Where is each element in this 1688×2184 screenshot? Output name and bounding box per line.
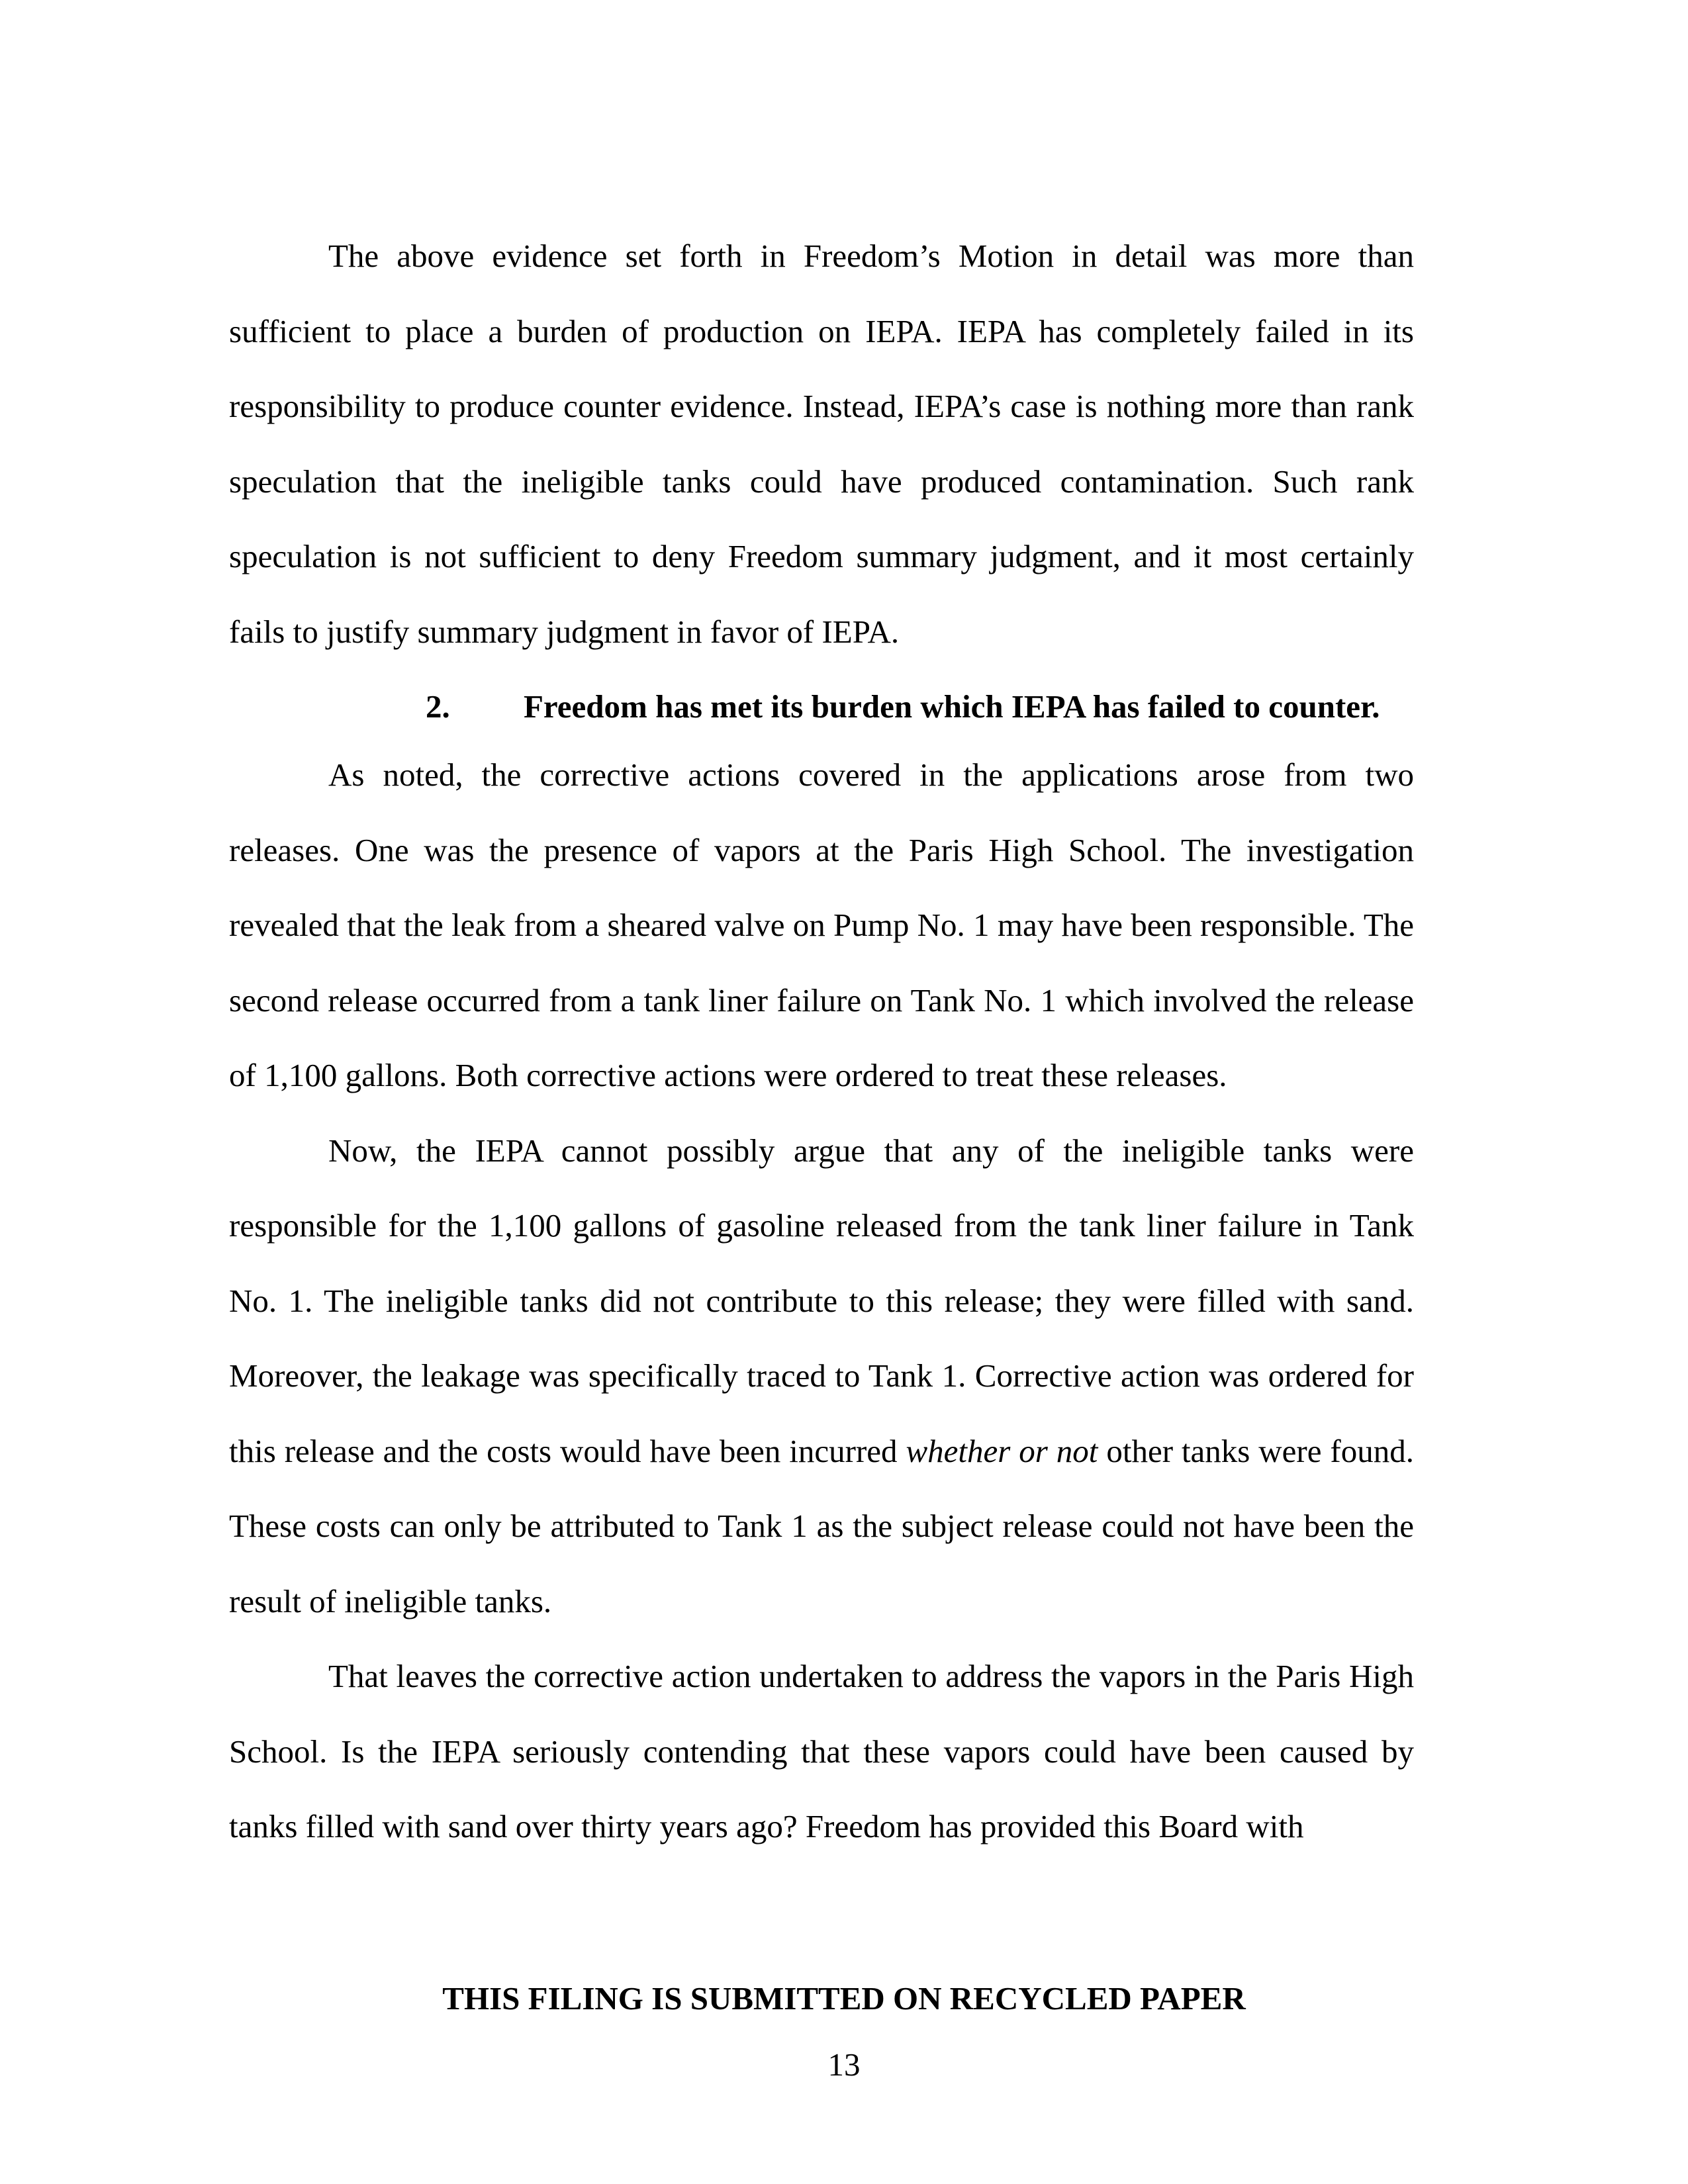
recycled-paper-notice: THIS FILING IS SUBMITTED ON RECYCLED PAPER — [442, 1980, 1246, 2017]
section-heading-text: Freedom has met its burden which IEPA has failed to counter. — [524, 688, 1380, 725]
paragraph-tank-italic: whether or not — [906, 1432, 1098, 1469]
body-text — [229, 218, 1414, 1864]
paragraph-evidence-burden: The above evidence set forth in Freedom’s Motion in detail was more than sufficient to place a burden of production on IEPA. IEPA has completely failed in its responsibility to produce counter evidence. Instead, IEPA’s case is nothing more than rank speculation that the ineligible tanks could have produced contamination. Such rank speculation is not sufficient to deny Freedom summary judgment, and it most certainly fails to justify summary judgment in favor of IEPA. — [229, 238, 1414, 650]
paragraph-tank-text-1: Now, the IEPA cannot possibly argue that any of the ineligible tanks were responsible for the 1,100 gallons of gasoline released from the tank liner failure in Tank No. 1. The ineligible tanks did not contribute to this release; they were filled with sand. Moreover, the leakage was specifically traced to Tank 1. Corrective action was ordered for this release and the costs would have been incurred — [229, 1132, 1414, 1469]
paragraph-tank-text-2: other tanks were found. These costs can only be attributed to Tank 1 as the subject release could not have been the result of ineligible tanks. — [229, 1432, 1414, 1619]
paragraph-vapors: That leaves the corrective action undertaken to address the vapors in the Paris High School. Is the IEPA seriously contending that these vapors could have been caused by tanks filled with sand over thirty years ago? Freedom has provided this Board with — [229, 1658, 1414, 1844]
page-number: 13 — [827, 2046, 861, 2083]
paragraph-tank-liner-failure — [229, 1113, 1414, 1639]
section-heading — [229, 669, 1414, 744]
section-heading-number: 2. — [426, 688, 450, 725]
paragraph-releases: As noted, the corrective actions covered in the applications arose from two releases. One was the presence of vapors at the Paris High School. The investigation revealed that the leak from a sheared valve on Pump No. 1 may have been responsible. The second release occurred from a tank liner failure on Tank No. 1 which involved the release of 1,100 gallons. Both corrective actions were ordered to treat these releases. — [229, 756, 1414, 1093]
